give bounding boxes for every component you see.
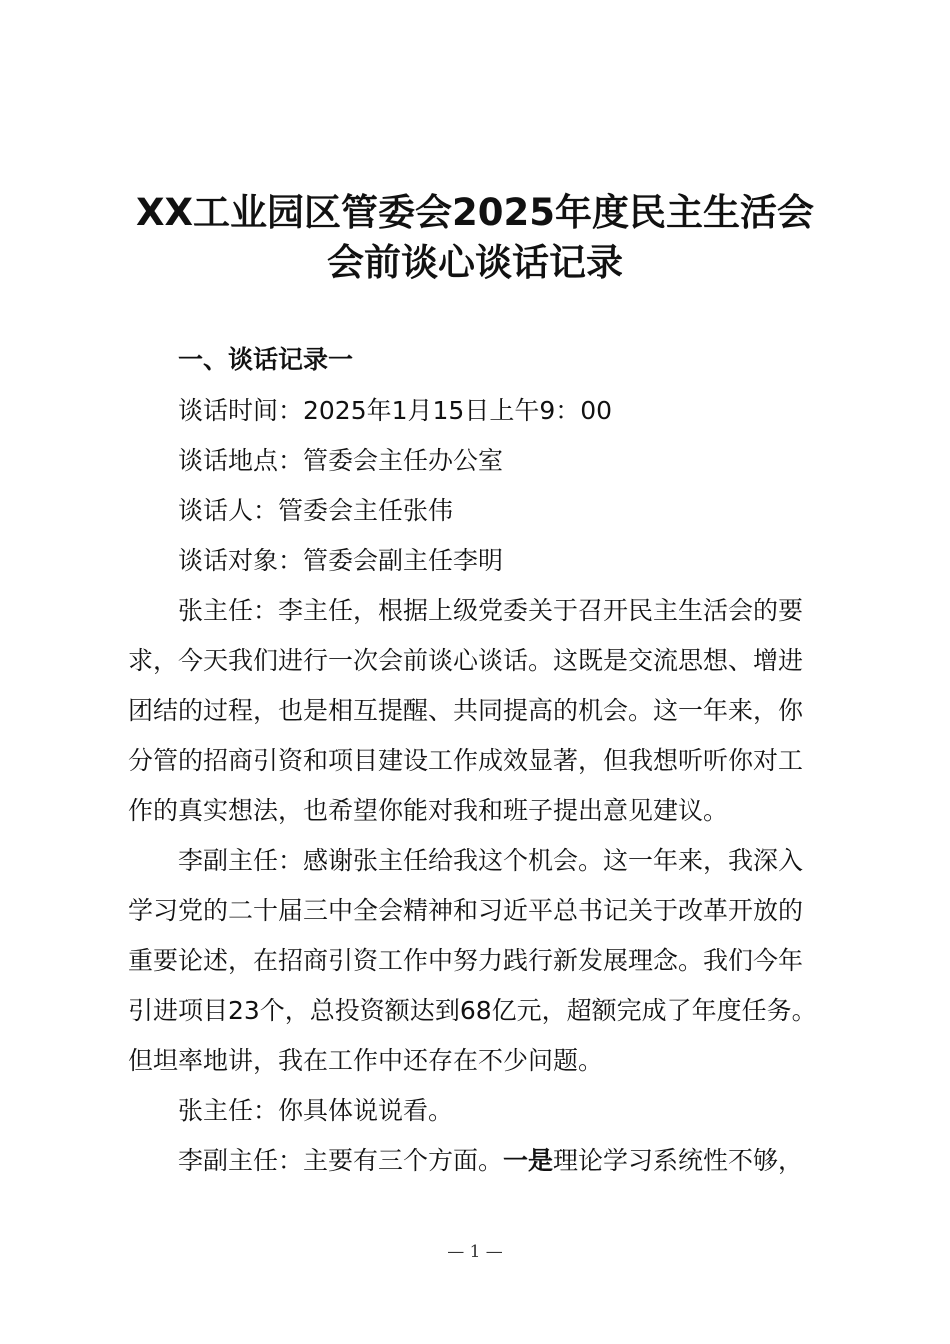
talk-target: 谈话对象：管委会副主任李明	[178, 546, 504, 575]
paragraph-4-prefix: 李副主任：主要有三个方面。	[178, 1146, 504, 1175]
page-number: — 1 —	[447, 1242, 503, 1262]
document-title-line-2: 会前谈心谈话记录	[327, 241, 623, 284]
paragraph-3: 张主任：你具体说说看。	[178, 1096, 454, 1125]
paragraph-1-line-2: 求，今天我们进行一次会前谈心谈话。这既是交流思想、增进	[128, 646, 804, 675]
paragraph-4-emphasis: 一是	[503, 1146, 554, 1175]
paragraph-2-line-4: 引进项目23个，总投资额达到68亿元，超额完成了年度任务。	[128, 996, 817, 1025]
talk-place: 谈话地点：管委会主任办公室	[178, 446, 504, 475]
talk-time: 谈话时间：2025年1月15日上午9：00	[178, 396, 613, 425]
paragraph-2-line-1: 李副主任：感谢张主任给我这个机会。这一年来，我深入	[178, 846, 804, 875]
paragraph-2-line-5: 但坦率地讲，我在工作中还存在不少问题。	[128, 1046, 604, 1075]
paragraph-1-line-1: 张主任：李主任，根据上级党委关于召开民主生活会的要	[178, 596, 804, 625]
paragraph-4-suffix: 理论学习系统性不够，	[553, 1146, 804, 1175]
document-title-line-1: XX工业园区管委会2025年度民主生活会	[135, 191, 815, 234]
paragraph-2-line-2: 学习党的二十届三中全会精神和习近平总书记关于改革开放的	[128, 896, 804, 925]
paragraph-4-line-1	[178, 1141, 803, 1181]
paragraph-1-line-4: 分管的招商引资和项目建设工作成效显著，但我想听听你对工	[128, 746, 804, 775]
paragraph-1-line-5: 作的真实想法，也希望你能对我和班子提出意见建议。	[128, 796, 729, 825]
paragraph-1-line-3: 团结的过程，也是相互提醒、共同提高的机会。这一年来，你	[128, 696, 804, 725]
paragraph-2-line-3: 重要论述，在招商引资工作中努力践行新发展理念。我们今年	[128, 946, 804, 975]
section-heading: 一、谈话记录一	[178, 345, 354, 374]
talk-speaker: 谈话人：管委会主任张伟	[178, 496, 454, 525]
